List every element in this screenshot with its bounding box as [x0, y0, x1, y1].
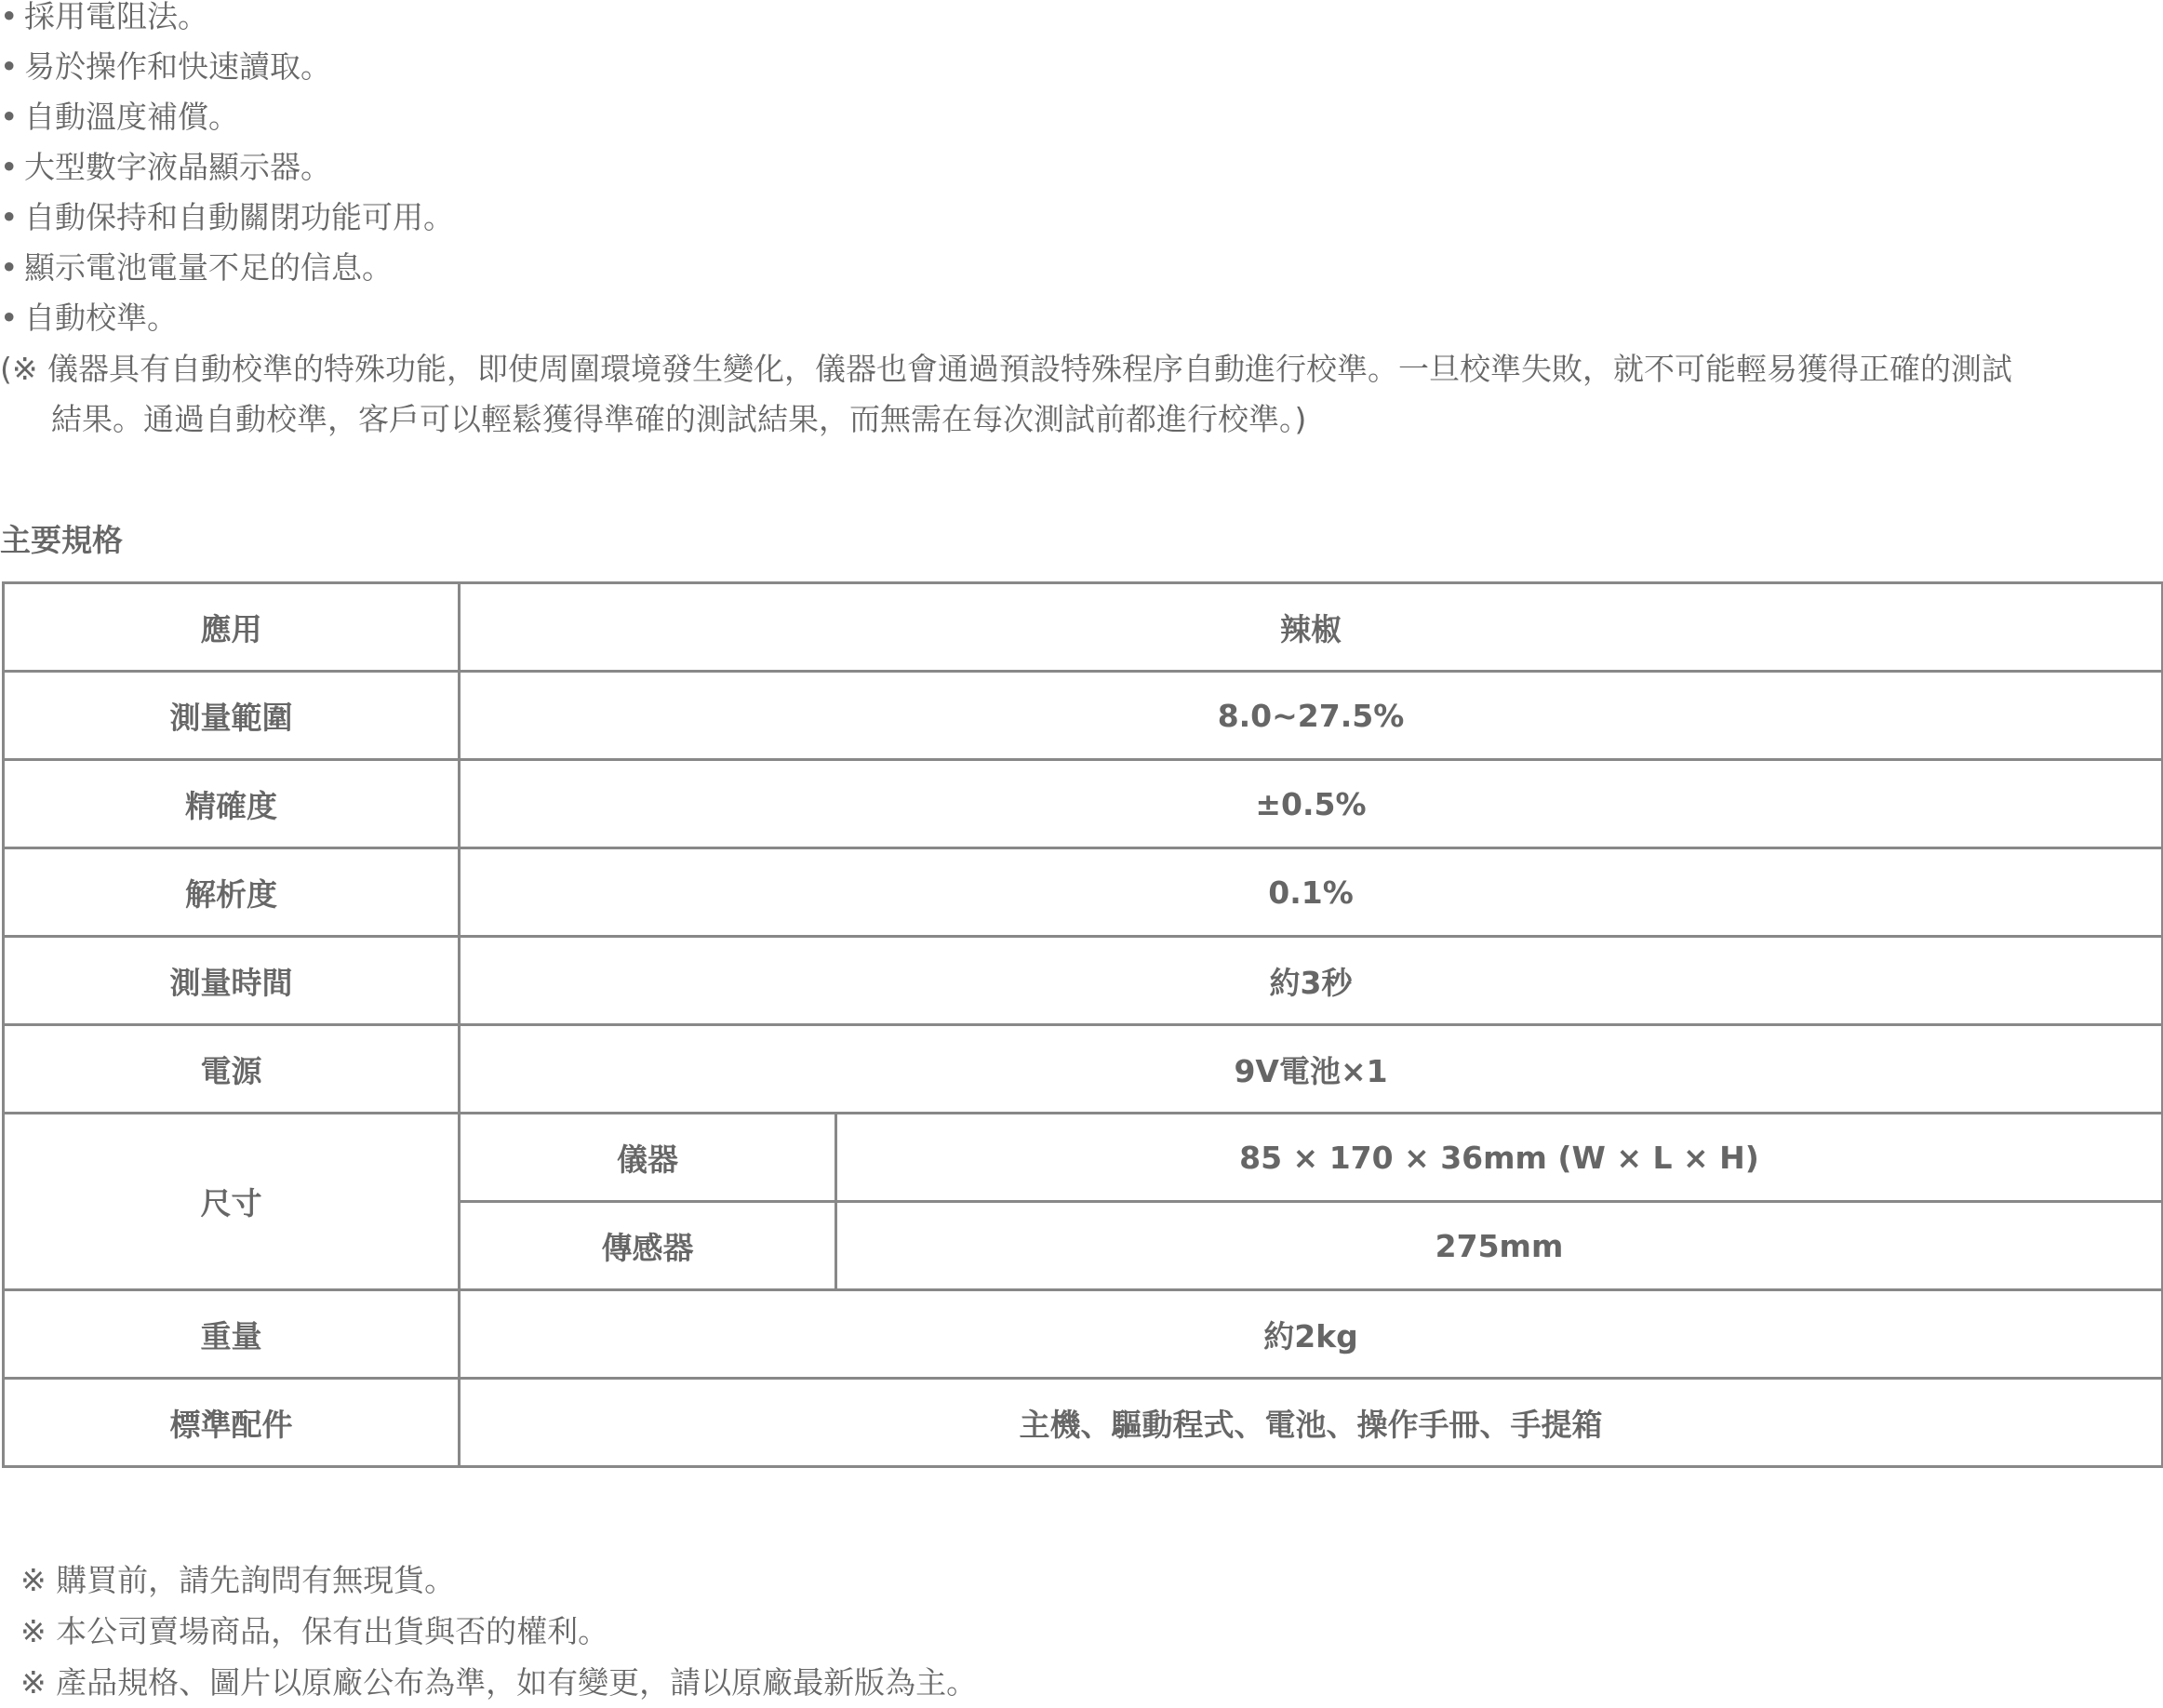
- spec-value: 8.0~27.5%: [460, 672, 2163, 760]
- table-row: [4, 848, 2163, 937]
- bullet: •: [0, 149, 19, 185]
- spec-label: 尺寸: [4, 1114, 460, 1290]
- table-row: [4, 583, 2163, 672]
- spec-label: 標準配件: [4, 1379, 460, 1467]
- table-row: [4, 1379, 2163, 1467]
- bullet: •: [0, 300, 19, 336]
- spec-value: 0.1%: [460, 848, 2163, 937]
- feature-item: • 自動溫度補償。: [0, 94, 239, 140]
- spec-label: 測量時間: [4, 937, 460, 1025]
- spec-value: 約3秒: [460, 937, 2163, 1025]
- bullet: •: [0, 48, 19, 85]
- bullet: •: [0, 0, 19, 34]
- feature-item: • 大型數字液晶顯示器。: [0, 144, 331, 191]
- spec-label: 重量: [4, 1290, 460, 1379]
- feature-item: • 採用電阻法。: [0, 0, 208, 40]
- spec-label: 解析度: [4, 848, 460, 937]
- footnote: ※ 產品規格、圖片以原廠公布為準，如有變更，請以原廠最新版為主。: [20, 1664, 978, 1701]
- note-line: 結果。通過自動校準，客戶可以輕鬆獲得準確的測試結果，而無需在每次測試前都進行校準。): [51, 401, 1307, 437]
- spec-value: 85 × 170 × 36mm (W × L × H): [836, 1114, 2163, 1202]
- section-title: 主要規格: [0, 522, 123, 558]
- spec-value: ±0.5%: [460, 760, 2163, 848]
- table-row: [4, 1114, 2163, 1202]
- spec-value: 辣椒: [460, 583, 2163, 672]
- table-row: [4, 760, 2163, 848]
- spec-value: 約2kg: [460, 1290, 2163, 1379]
- spec-label: 測量範圍: [4, 672, 460, 760]
- feature-item: • 顯示電池電量不足的信息。: [0, 245, 393, 291]
- footnote: ※ 購買前，請先詢問有無現貨。: [20, 1562, 456, 1598]
- spec-label: 電源: [4, 1025, 460, 1114]
- table-row: [4, 1290, 2163, 1379]
- bullet: •: [0, 99, 19, 135]
- feature-item: • 自動保持和自動關閉功能可用。: [0, 194, 454, 241]
- note-line: (※ 儀器具有自動校準的特殊功能，即使周圍環境發生變化，儀器也會通過預設特殊程序自動進行校準。一旦校準失敗，就不可能輕易獲得正確的測試: [0, 351, 2013, 387]
- spec-label: 應用: [4, 583, 460, 672]
- spec-table: [2, 581, 2163, 1468]
- spec-sublabel: 傳感器: [460, 1202, 836, 1290]
- spec-value: 主機、驅動程式、電池、操作手冊、手提箱: [460, 1379, 2163, 1467]
- bullet: •: [0, 199, 19, 235]
- feature-item: • 自動校準。: [0, 295, 178, 341]
- feature-item: • 易於操作和快速讀取。: [0, 44, 331, 90]
- footnote: ※ 本公司賣場商品，保有出貨與否的權利。: [20, 1613, 609, 1649]
- table-row: [4, 672, 2163, 760]
- spec-value: 275mm: [836, 1202, 2163, 1290]
- bullet: •: [0, 249, 19, 286]
- spec-label: 精確度: [4, 760, 460, 848]
- table-row: [4, 1025, 2163, 1114]
- spec-value: 9V電池×1: [460, 1025, 2163, 1114]
- table-row: [4, 937, 2163, 1025]
- spec-sublabel: 儀器: [460, 1114, 836, 1202]
